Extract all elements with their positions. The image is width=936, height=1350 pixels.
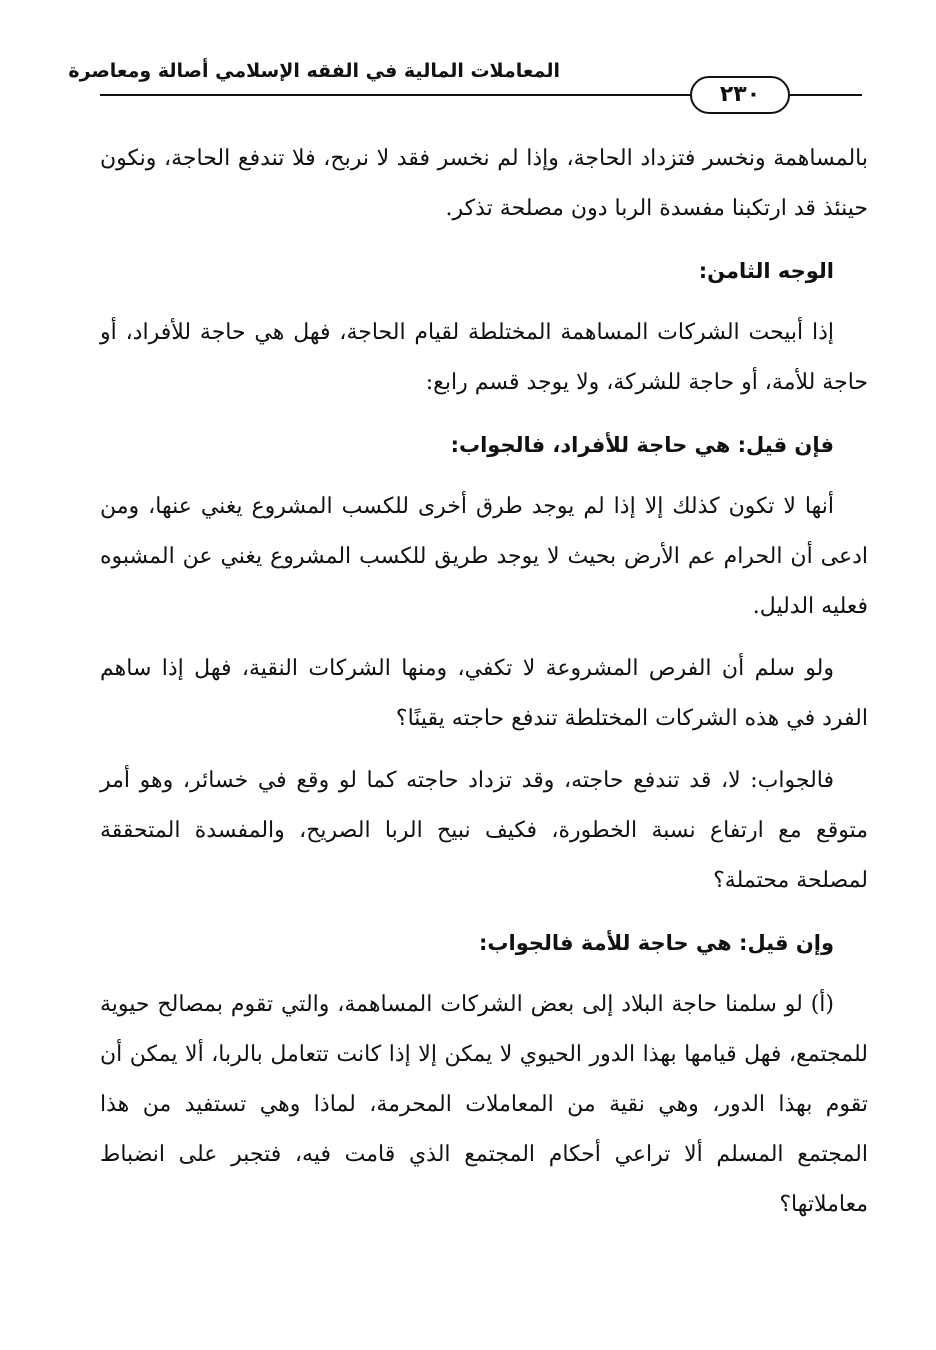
paragraph: فالجواب: لا، قد تندفع حاجته، وقد تزداد حاجته كما لو وقع في خسائر، وهو أمر متوقع مع ارتفاع نسبة الخطورة، فكيف نبيح الربا الصريح، والمفسدة المتحققة لمصلحة محتملة؟ <box>100 768 868 893</box>
paragraph: بالمساهمة ونخسر فتزداد الحاجة، وإذا لم نخسر فقد لا نربح، فلا تندفع الحاجة، ونكون حينئذ قد ارتكبنا مفسدة الربا دون مصلحة تذكر. <box>100 146 868 221</box>
section-heading: الوجه الثامن: <box>698 259 834 283</box>
running-header-title: المعاملات المالية في الفقه الإسلامي أصالة ومعاصرة <box>68 60 560 82</box>
paragraph: إذا أبيحت الشركات المساهمة المختلطة لقيام الحاجة، فهل هي حاجة للأفراد، أو حاجة للأمة، أو حاجة للشركة، ولا يوجد قسم رابع: <box>100 320 868 395</box>
section-heading: وإن قيل: هي حاجة للأمة فالجواب: <box>479 931 834 955</box>
body-text <box>100 134 868 1242</box>
paragraph: ولو سلم أن الفرص المشروعة لا تكفي، ومنها الشركات النقية، فهل إذا ساهم الفرد في هذه الشركات المختلطة تندفع حاجته يقينًا؟ <box>100 656 868 731</box>
header-rule-right <box>788 94 862 96</box>
section-heading: فإن قيل: هي حاجة للأفراد، فالجواب: <box>450 433 834 457</box>
page-number-badge: ٢٣٠ <box>690 76 790 114</box>
paragraph: (أ) لو سلمنا حاجة البلاد إلى بعض الشركات المساهمة، والتي تقوم بمصالح حيوية للمجتمع، فهل قيامها بهذا الدور الحيوي لا يمكن إلا إذا كانت تتعامل بالربا، ألا يمكن أن تقوم بهذا الدور، وهي نقية من المعاملات المحرمة، لماذا وهي تستفيد من هذا المجتمع المسلم ألا تراعي أحكام المجتمع الذي قامت فيه، فتجبر على انضباط معاملاتها؟ <box>100 992 868 1217</box>
paragraph: أنها لا تكون كذلك إلا إذا لم يوجد طرق أخرى للكسب المشروع يغني عنها، ومن ادعى أن الحرام عم الأرض بحيث لا يوجد طريق للكسب المشروع يغني عن المشبوه فعليه الدليل. <box>100 494 868 619</box>
header-rule-left <box>100 94 692 96</box>
